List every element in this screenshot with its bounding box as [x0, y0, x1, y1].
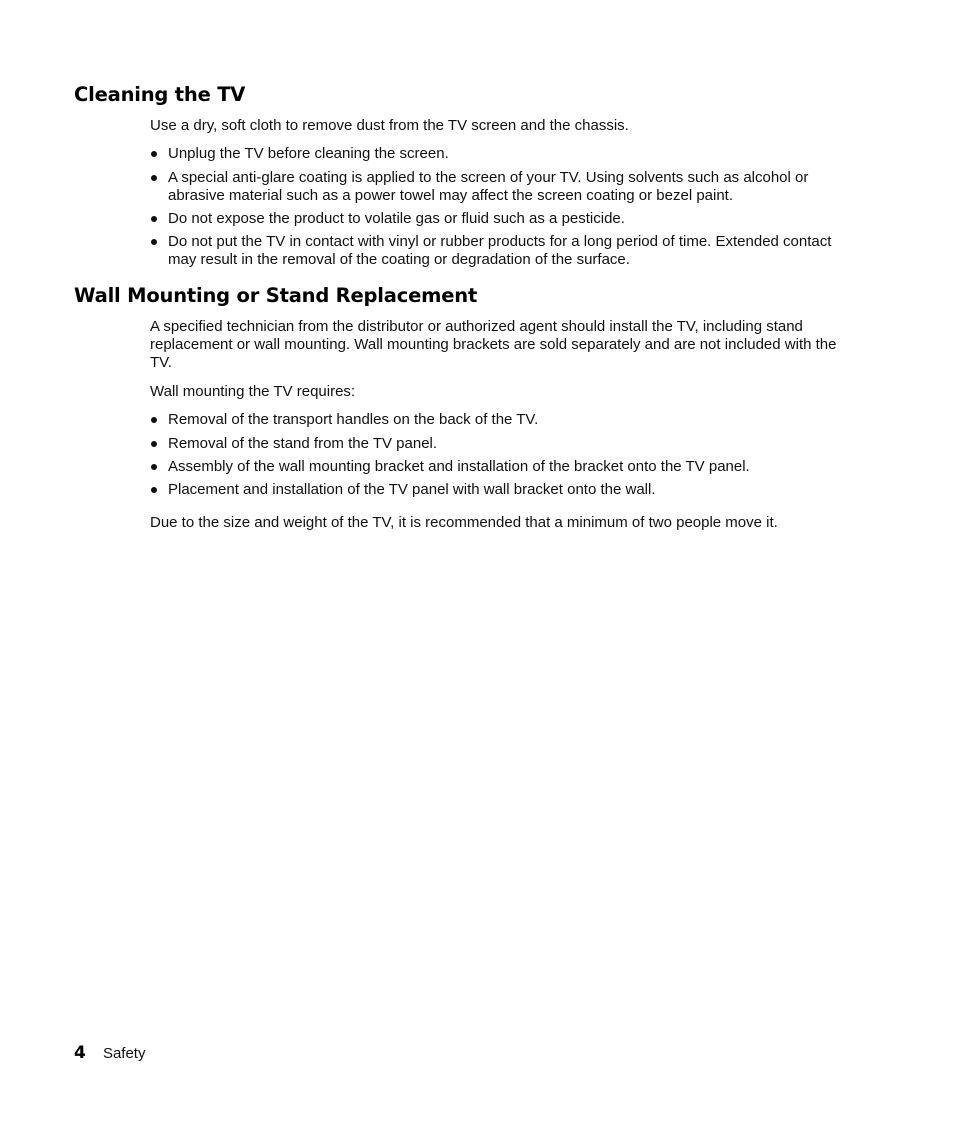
list-item: [150, 210, 840, 228]
list-item: [150, 145, 840, 163]
list-item-text: Unplug the TV before cleaning the screen.: [168, 145, 449, 162]
wall-mounting-requires-paragraph: Wall mounting the TV requires:: [150, 383, 356, 400]
page-footer: [74, 1043, 145, 1063]
bullet-icon: [151, 216, 157, 222]
list-item-text: Placement and installation of the TV panel with wall bracket onto the wall.: [168, 481, 656, 498]
list-item-text: Do not expose the product to volatile gas or fluid such as a pesticide.: [168, 210, 625, 227]
wall-mounting-paragraph: A specified technician from the distributor or authorized agent should install the TV, including stand replacement or wall mounting. Wall mounting brackets are sold separately and are not included with the TV.: [150, 318, 837, 371]
cleaning-intro-paragraph: Use a dry, soft cloth to remove dust from the TV screen and the chassis.: [150, 117, 629, 134]
bullet-icon: [151, 417, 157, 423]
bullet-icon: [151, 441, 157, 447]
heading-wall-mounting: Wall Mounting or Stand Replacement: [74, 284, 478, 307]
list-item-text: Removal of the transport handles on the back of the TV.: [168, 411, 539, 428]
list-item: [150, 411, 840, 429]
list-item: [150, 169, 840, 205]
bullet-icon: [151, 464, 157, 470]
bullet-icon: [151, 151, 157, 157]
closing-paragraph: Due to the size and weight of the TV, it is recommended that a minimum of two people move it.: [150, 514, 778, 531]
list-item-text: Removal of the stand from the TV panel.: [168, 435, 438, 452]
heading-cleaning-the-tv: Cleaning the TV: [74, 83, 246, 106]
wall-mounting-bullet-list: [150, 411, 840, 499]
list-item-text: Assembly of the wall mounting bracket and installation of the bracket onto the TV panel.: [168, 458, 750, 475]
list-item: [150, 233, 840, 269]
bullet-icon: [151, 239, 157, 245]
list-item-text: A special anti-glare coating is applied to the screen of your TV. Using solvents such as alcohol or abrasive material such as a power towel may affect the screen coating or bezel paint.: [168, 169, 809, 204]
footer-section-label: Safety: [102, 1045, 146, 1062]
bullet-icon: [151, 487, 157, 493]
list-item-text: Do not put the TV in contact with vinyl or rubber products for a long period of time. Extended contact may result in the removal of the coating or degradation of the surface.: [168, 233, 832, 268]
list-item: [150, 435, 840, 453]
bullet-icon: [151, 175, 157, 181]
list-item: [150, 481, 840, 499]
cleaning-bullet-list: [150, 145, 840, 269]
list-item: [150, 458, 840, 476]
page-number: 4: [74, 1043, 86, 1063]
